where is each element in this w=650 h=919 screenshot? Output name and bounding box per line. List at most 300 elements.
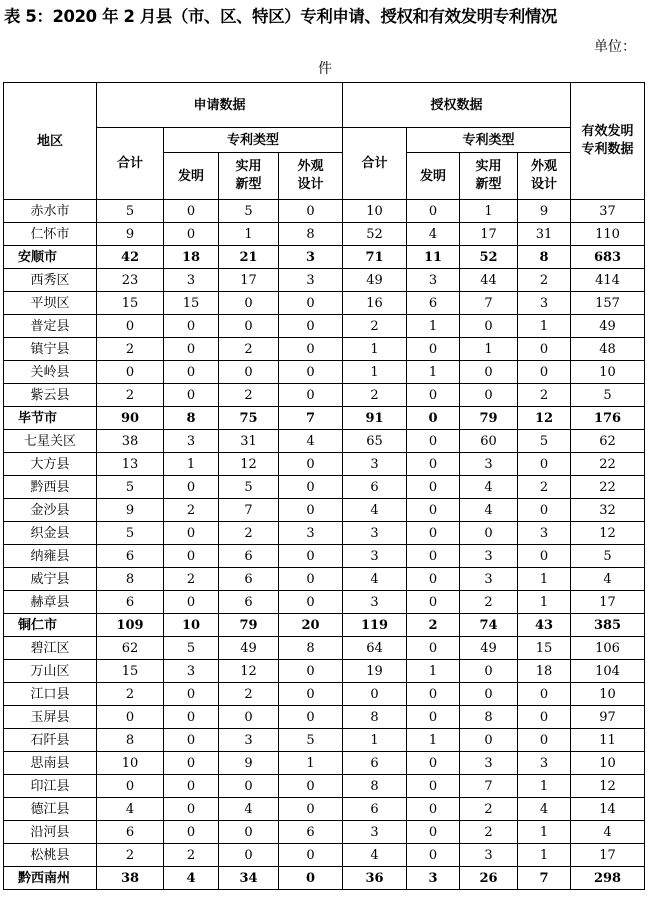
app-invention-cell: 5 [164, 637, 219, 660]
valid-invention-cell: 4 [571, 821, 645, 844]
header-region: 地区 [4, 83, 97, 200]
app-invention-cell: 3 [164, 430, 219, 453]
app-total-cell: 9 [97, 499, 164, 522]
grant-invention-cell: 0 [407, 706, 460, 729]
valid-invention-cell: 12 [571, 775, 645, 798]
app-total-cell: 2 [97, 338, 164, 361]
valid-invention-cell: 22 [571, 453, 645, 476]
region-cell: 西秀区 [4, 269, 97, 292]
grant-total-cell: 3 [343, 821, 407, 844]
app-invention-cell: 0 [164, 315, 219, 338]
app-utility-cell: 0 [219, 292, 279, 315]
app-total-cell: 38 [97, 867, 164, 890]
patent-table [3, 82, 645, 890]
app-total-cell: 2 [97, 844, 164, 867]
header-grant-utility: 实用新型 [460, 153, 518, 200]
table-row [4, 637, 645, 660]
app-invention-cell: 0 [164, 775, 219, 798]
app-design-cell: 3 [279, 522, 343, 545]
app-utility-cell: 34 [219, 867, 279, 890]
grant-utility-cell: 0 [460, 361, 518, 384]
app-utility-cell: 3 [219, 729, 279, 752]
city-row [4, 867, 645, 890]
grant-total-cell: 3 [343, 545, 407, 568]
valid-invention-cell: 37 [571, 200, 645, 223]
grant-utility-cell: 0 [460, 522, 518, 545]
grant-invention-cell: 0 [407, 453, 460, 476]
grant-invention-cell: 2 [407, 614, 460, 637]
app-invention-cell: 0 [164, 200, 219, 223]
app-total-cell: 8 [97, 568, 164, 591]
app-invention-cell: 0 [164, 729, 219, 752]
valid-invention-cell: 110 [571, 223, 645, 246]
grant-total-cell: 10 [343, 200, 407, 223]
app-design-cell: 0 [279, 844, 343, 867]
app-utility-cell: 4 [219, 798, 279, 821]
app-design-cell: 20 [279, 614, 343, 637]
valid-invention-cell: 17 [571, 844, 645, 867]
grant-design-cell: 9 [518, 200, 571, 223]
app-utility-cell: 12 [219, 660, 279, 683]
valid-invention-cell: 5 [571, 545, 645, 568]
app-design-cell: 6 [279, 821, 343, 844]
grant-total-cell: 3 [343, 522, 407, 545]
valid-invention-cell: 157 [571, 292, 645, 315]
grant-invention-cell: 0 [407, 545, 460, 568]
app-total-cell: 6 [97, 821, 164, 844]
app-total-cell: 2 [97, 683, 164, 706]
app-utility-cell: 0 [219, 706, 279, 729]
app-design-cell: 0 [279, 361, 343, 384]
grant-invention-cell: 4 [407, 223, 460, 246]
app-invention-cell: 0 [164, 591, 219, 614]
app-invention-cell: 0 [164, 798, 219, 821]
app-invention-cell: 0 [164, 338, 219, 361]
app-design-cell: 0 [279, 292, 343, 315]
grant-utility-cell: 4 [460, 476, 518, 499]
region-cell: 德江县 [4, 798, 97, 821]
grant-total-cell: 1 [343, 338, 407, 361]
app-total-cell: 38 [97, 430, 164, 453]
valid-invention-cell: 176 [571, 407, 645, 430]
grant-invention-cell: 1 [407, 729, 460, 752]
grant-invention-cell: 0 [407, 338, 460, 361]
region-cell: 关岭县 [4, 361, 97, 384]
app-total-cell: 4 [97, 798, 164, 821]
table-header [4, 83, 645, 200]
grant-utility-cell: 17 [460, 223, 518, 246]
grant-invention-cell: 0 [407, 683, 460, 706]
region-cell: 织金县 [4, 522, 97, 545]
region-cell: 铜仁市 [4, 614, 97, 637]
app-total-cell: 6 [97, 545, 164, 568]
grant-design-cell: 2 [518, 269, 571, 292]
table-row [4, 683, 645, 706]
app-utility-cell: 5 [219, 476, 279, 499]
app-utility-cell: 6 [219, 591, 279, 614]
table-row [4, 430, 645, 453]
app-utility-cell: 7 [219, 499, 279, 522]
grant-utility-cell: 79 [460, 407, 518, 430]
grant-utility-cell: 60 [460, 430, 518, 453]
grant-invention-cell: 0 [407, 844, 460, 867]
app-utility-cell: 31 [219, 430, 279, 453]
grant-design-cell: 1 [518, 591, 571, 614]
grant-utility-cell: 0 [460, 683, 518, 706]
table-row [4, 729, 645, 752]
grant-invention-cell: 6 [407, 292, 460, 315]
grant-utility-cell: 8 [460, 706, 518, 729]
grant-total-cell: 0 [343, 683, 407, 706]
grant-utility-cell: 49 [460, 637, 518, 660]
grant-total-cell: 1 [343, 729, 407, 752]
app-design-cell: 0 [279, 499, 343, 522]
app-invention-cell: 0 [164, 752, 219, 775]
region-cell: 万山区 [4, 660, 97, 683]
grant-design-cell: 3 [518, 752, 571, 775]
valid-invention-cell: 17 [571, 591, 645, 614]
grant-design-cell: 1 [518, 568, 571, 591]
app-invention-cell: 4 [164, 867, 219, 890]
app-total-cell: 6 [97, 591, 164, 614]
grant-total-cell: 91 [343, 407, 407, 430]
app-design-cell: 0 [279, 660, 343, 683]
valid-invention-cell: 104 [571, 660, 645, 683]
grant-utility-cell: 52 [460, 246, 518, 269]
table-row [4, 223, 645, 246]
valid-invention-cell: 10 [571, 683, 645, 706]
grant-design-cell: 3 [518, 522, 571, 545]
app-invention-cell: 3 [164, 660, 219, 683]
grant-design-cell: 15 [518, 637, 571, 660]
app-utility-cell: 2 [219, 384, 279, 407]
header-grant-total: 合计 [343, 128, 407, 200]
table-row [4, 591, 645, 614]
header-grant-invention: 发明 [407, 153, 460, 200]
app-design-cell: 8 [279, 223, 343, 246]
grant-utility-cell: 2 [460, 591, 518, 614]
grant-invention-cell: 0 [407, 407, 460, 430]
app-invention-cell: 0 [164, 821, 219, 844]
app-design-cell: 0 [279, 706, 343, 729]
valid-invention-cell: 10 [571, 752, 645, 775]
city-row [4, 246, 645, 269]
app-utility-cell: 1 [219, 223, 279, 246]
region-cell: 金沙县 [4, 499, 97, 522]
region-cell: 大方县 [4, 453, 97, 476]
app-utility-cell: 5 [219, 200, 279, 223]
grant-utility-cell: 0 [460, 315, 518, 338]
valid-invention-cell: 414 [571, 269, 645, 292]
region-cell: 镇宁县 [4, 338, 97, 361]
grant-utility-cell: 0 [460, 660, 518, 683]
table-row [4, 453, 645, 476]
app-utility-cell: 17 [219, 269, 279, 292]
grant-utility-cell: 1 [460, 200, 518, 223]
header-app-design: 外观设计 [279, 153, 343, 200]
app-invention-cell: 0 [164, 384, 219, 407]
app-design-cell: 0 [279, 568, 343, 591]
region-cell: 赫章县 [4, 591, 97, 614]
app-invention-cell: 18 [164, 246, 219, 269]
grant-design-cell: 3 [518, 292, 571, 315]
table-row [4, 499, 645, 522]
app-design-cell: 7 [279, 407, 343, 430]
grant-invention-cell: 3 [407, 867, 460, 890]
grant-utility-cell: 4 [460, 499, 518, 522]
app-design-cell: 3 [279, 246, 343, 269]
app-design-cell: 0 [279, 867, 343, 890]
region-cell: 七星关区 [4, 430, 97, 453]
app-total-cell: 0 [97, 315, 164, 338]
valid-invention-cell: 22 [571, 476, 645, 499]
grant-utility-cell: 44 [460, 269, 518, 292]
grant-total-cell: 4 [343, 499, 407, 522]
grant-design-cell: 0 [518, 729, 571, 752]
app-utility-cell: 0 [219, 361, 279, 384]
grant-total-cell: 52 [343, 223, 407, 246]
app-invention-cell: 0 [164, 476, 219, 499]
table-row [4, 200, 645, 223]
app-invention-cell: 3 [164, 269, 219, 292]
table-row [4, 315, 645, 338]
app-design-cell: 0 [279, 683, 343, 706]
region-cell: 玉屏县 [4, 706, 97, 729]
app-total-cell: 23 [97, 269, 164, 292]
grant-design-cell: 31 [518, 223, 571, 246]
app-design-cell: 4 [279, 430, 343, 453]
grant-design-cell: 1 [518, 775, 571, 798]
table-body [4, 200, 645, 890]
header-application: 申请数据 [97, 83, 343, 128]
grant-invention-cell: 0 [407, 568, 460, 591]
grant-total-cell: 19 [343, 660, 407, 683]
app-design-cell: 5 [279, 729, 343, 752]
grant-utility-cell: 2 [460, 821, 518, 844]
app-total-cell: 0 [97, 775, 164, 798]
grant-utility-cell: 74 [460, 614, 518, 637]
city-row [4, 407, 645, 430]
valid-invention-cell: 385 [571, 614, 645, 637]
app-utility-cell: 21 [219, 246, 279, 269]
app-invention-cell: 1 [164, 453, 219, 476]
grant-total-cell: 16 [343, 292, 407, 315]
valid-invention-cell: 62 [571, 430, 645, 453]
app-invention-cell: 10 [164, 614, 219, 637]
grant-total-cell: 2 [343, 384, 407, 407]
grant-utility-cell: 3 [460, 545, 518, 568]
app-total-cell: 5 [97, 200, 164, 223]
grant-invention-cell: 0 [407, 591, 460, 614]
grant-utility-cell: 26 [460, 867, 518, 890]
header-valid-invention: 有效发明专利数据 [571, 83, 645, 200]
app-design-cell: 1 [279, 752, 343, 775]
app-invention-cell: 2 [164, 568, 219, 591]
grant-total-cell: 6 [343, 476, 407, 499]
app-total-cell: 13 [97, 453, 164, 476]
valid-invention-cell: 97 [571, 706, 645, 729]
valid-invention-cell: 48 [571, 338, 645, 361]
unit-value: 件 [318, 61, 332, 77]
header-grant-design: 外观设计 [518, 153, 571, 200]
app-utility-cell: 6 [219, 545, 279, 568]
grant-design-cell: 7 [518, 867, 571, 890]
region-cell: 仁怀市 [4, 223, 97, 246]
app-total-cell: 42 [97, 246, 164, 269]
app-invention-cell: 0 [164, 706, 219, 729]
valid-invention-cell: 14 [571, 798, 645, 821]
grant-design-cell: 4 [518, 798, 571, 821]
grant-design-cell: 0 [518, 545, 571, 568]
grant-invention-cell: 0 [407, 499, 460, 522]
valid-invention-cell: 11 [571, 729, 645, 752]
region-cell: 石阡县 [4, 729, 97, 752]
region-cell: 松桃县 [4, 844, 97, 867]
valid-invention-cell: 5 [571, 384, 645, 407]
region-cell: 碧江区 [4, 637, 97, 660]
app-total-cell: 10 [97, 752, 164, 775]
grant-total-cell: 4 [343, 568, 407, 591]
table-row [4, 338, 645, 361]
app-total-cell: 62 [97, 637, 164, 660]
app-total-cell: 109 [97, 614, 164, 637]
grant-total-cell: 64 [343, 637, 407, 660]
table-row [4, 775, 645, 798]
grant-utility-cell: 2 [460, 798, 518, 821]
region-cell: 威宁县 [4, 568, 97, 591]
table-row [4, 660, 645, 683]
grant-design-cell: 18 [518, 660, 571, 683]
grant-invention-cell: 0 [407, 752, 460, 775]
grant-utility-cell: 7 [460, 292, 518, 315]
table-row [4, 798, 645, 821]
grant-total-cell: 8 [343, 775, 407, 798]
app-design-cell: 0 [279, 798, 343, 821]
app-design-cell: 8 [279, 637, 343, 660]
grant-total-cell: 65 [343, 430, 407, 453]
valid-invention-cell: 4 [571, 568, 645, 591]
valid-invention-cell: 683 [571, 246, 645, 269]
app-utility-cell: 12 [219, 453, 279, 476]
city-row [4, 614, 645, 637]
app-total-cell: 5 [97, 476, 164, 499]
grant-design-cell: 1 [518, 821, 571, 844]
region-cell: 纳雍县 [4, 545, 97, 568]
grant-utility-cell: 3 [460, 568, 518, 591]
grant-utility-cell: 7 [460, 775, 518, 798]
app-utility-cell: 2 [219, 522, 279, 545]
app-total-cell: 5 [97, 522, 164, 545]
table-title: 表 5：2020 年 2 月县（市、区、特区）专利申请、授权和有效发明专利情况 [4, 7, 557, 26]
app-utility-cell: 0 [219, 821, 279, 844]
app-invention-cell: 0 [164, 361, 219, 384]
grant-total-cell: 36 [343, 867, 407, 890]
region-cell: 毕节市 [4, 407, 97, 430]
app-design-cell: 3 [279, 269, 343, 292]
grant-design-cell: 0 [518, 361, 571, 384]
header-grant: 授权数据 [343, 83, 571, 128]
region-cell: 安顺市 [4, 246, 97, 269]
table-row [4, 476, 645, 499]
grant-utility-cell: 0 [460, 384, 518, 407]
valid-invention-cell: 10 [571, 361, 645, 384]
grant-total-cell: 8 [343, 706, 407, 729]
app-total-cell: 15 [97, 292, 164, 315]
grant-design-cell: 0 [518, 683, 571, 706]
header-app-total: 合计 [97, 128, 164, 200]
grant-invention-cell: 0 [407, 821, 460, 844]
grant-invention-cell: 1 [407, 315, 460, 338]
grant-design-cell: 2 [518, 476, 571, 499]
app-utility-cell: 0 [219, 315, 279, 338]
app-utility-cell: 6 [219, 568, 279, 591]
grant-invention-cell: 0 [407, 430, 460, 453]
grant-design-cell: 0 [518, 499, 571, 522]
grant-invention-cell: 0 [407, 798, 460, 821]
grant-invention-cell: 0 [407, 200, 460, 223]
app-invention-cell: 8 [164, 407, 219, 430]
grant-design-cell: 5 [518, 430, 571, 453]
app-total-cell: 0 [97, 361, 164, 384]
app-design-cell: 0 [279, 476, 343, 499]
grant-design-cell: 8 [518, 246, 571, 269]
header-grant-patent-type: 专利类型 [407, 128, 571, 153]
app-total-cell: 15 [97, 660, 164, 683]
app-total-cell: 90 [97, 407, 164, 430]
grant-utility-cell: 3 [460, 752, 518, 775]
app-invention-cell: 2 [164, 844, 219, 867]
app-design-cell: 0 [279, 315, 343, 338]
grant-invention-cell: 11 [407, 246, 460, 269]
app-total-cell: 0 [97, 706, 164, 729]
grant-total-cell: 119 [343, 614, 407, 637]
grant-total-cell: 6 [343, 752, 407, 775]
app-design-cell: 0 [279, 453, 343, 476]
app-design-cell: 0 [279, 545, 343, 568]
grant-invention-cell: 0 [407, 637, 460, 660]
table-row [4, 361, 645, 384]
app-design-cell: 0 [279, 384, 343, 407]
region-cell: 普定县 [4, 315, 97, 338]
table-row [4, 292, 645, 315]
table-row [4, 752, 645, 775]
app-utility-cell: 49 [219, 637, 279, 660]
grant-total-cell: 6 [343, 798, 407, 821]
app-invention-cell: 15 [164, 292, 219, 315]
grant-total-cell: 3 [343, 453, 407, 476]
grant-utility-cell: 0 [460, 729, 518, 752]
region-cell: 黔西南州 [4, 867, 97, 890]
app-total-cell: 9 [97, 223, 164, 246]
grant-invention-cell: 0 [407, 775, 460, 798]
valid-invention-cell: 298 [571, 867, 645, 890]
grant-total-cell: 3 [343, 591, 407, 614]
table-row [4, 269, 645, 292]
region-cell: 思南县 [4, 752, 97, 775]
region-cell: 赤水市 [4, 200, 97, 223]
app-invention-cell: 0 [164, 545, 219, 568]
region-cell: 紫云县 [4, 384, 97, 407]
app-utility-cell: 2 [219, 683, 279, 706]
grant-design-cell: 2 [518, 384, 571, 407]
valid-invention-cell: 32 [571, 499, 645, 522]
app-utility-cell: 0 [219, 844, 279, 867]
grant-utility-cell: 1 [460, 338, 518, 361]
grant-design-cell: 1 [518, 315, 571, 338]
grant-design-cell: 0 [518, 338, 571, 361]
table-row [4, 821, 645, 844]
grant-utility-cell: 3 [460, 844, 518, 867]
